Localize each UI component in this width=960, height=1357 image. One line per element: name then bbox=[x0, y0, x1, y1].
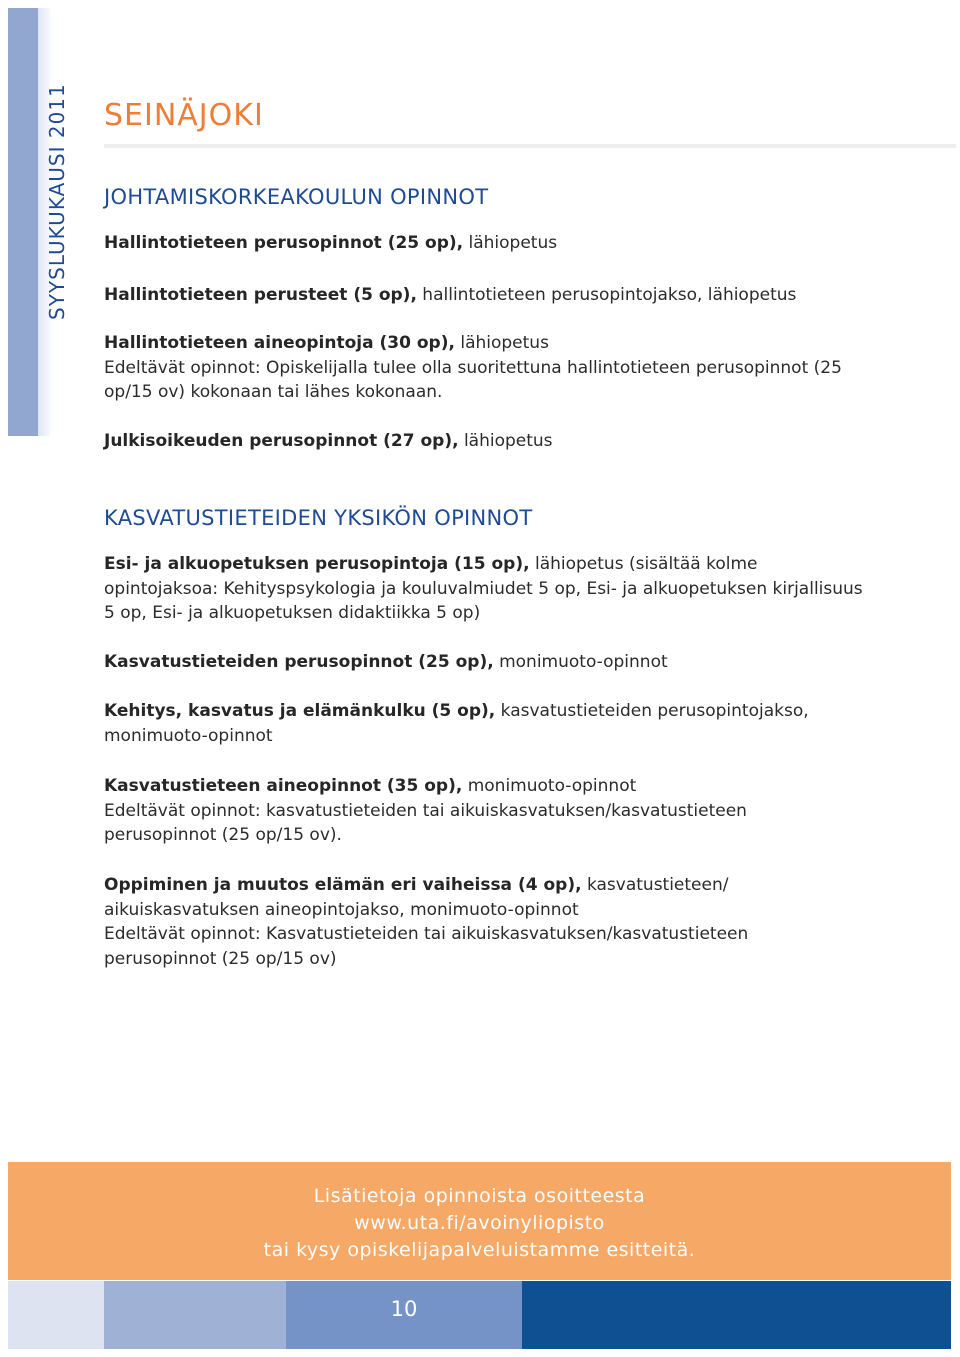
course-details: lähiopetus bbox=[454, 333, 549, 353]
course-prerequisites: Edeltävät opinnot: kasvatustieteiden tai aikuiskasvatuksen/kasvatustieteen perusopinnot (25 op/15 ov). bbox=[104, 800, 747, 845]
course-details: hallintotieteen perusopintojakso, lähiopetus bbox=[416, 285, 797, 305]
course-entry bbox=[104, 283, 864, 308]
course-title: Kasvatustieteen aineopinnot (35 op), bbox=[104, 776, 463, 796]
course-details: kasvatustieteen/ aikuiskasvatuksen aineopintojakso, monimuoto-opinnot bbox=[104, 875, 729, 920]
footer-bar-segment bbox=[522, 1281, 951, 1349]
side-band bbox=[8, 8, 38, 436]
course-title: Julkisoikeuden perusopinnot (27 op), bbox=[104, 431, 459, 451]
course-details: lähiopetus bbox=[458, 431, 553, 451]
footer-bar-segment bbox=[8, 1281, 104, 1349]
course-title: Oppiminen ja muutos elämän eri vaiheissa (4 op), bbox=[104, 875, 582, 895]
course-entry bbox=[104, 552, 864, 626]
section-heading-johtamiskorkeakoulu: JOHTAMISKORKEAKOULUN OPINNOT bbox=[104, 185, 489, 209]
page-title: SEINÄJOKI bbox=[104, 98, 264, 133]
course-entry bbox=[104, 231, 864, 256]
course-details: monimuoto-opinnot bbox=[462, 776, 637, 796]
course-entry bbox=[104, 429, 864, 454]
info-line-1: Lisätietoja opinnoista osoitteesta bbox=[313, 1185, 646, 1207]
info-line-3: tai kysy opiskelijapalveluistamme esitteitä. bbox=[263, 1239, 696, 1261]
course-entry bbox=[104, 873, 864, 971]
course-title: Hallintotieteen perusteet (5 op), bbox=[104, 285, 417, 305]
section-heading-kasvatustieteet: KASVATUSTIETEIDEN YKSIKÖN OPINNOT bbox=[104, 506, 533, 530]
course-entry bbox=[104, 699, 864, 748]
course-details: monimuoto-opinnot bbox=[493, 652, 668, 672]
course-title: Kehitys, kasvatus ja elämänkulku (5 op), bbox=[104, 701, 496, 721]
side-label: SYYSLUKUKAUSI 2011 bbox=[45, 83, 69, 320]
course-prerequisites: Edeltävät opinnot: Kasvatustieteiden tai aikuiskasvatuksen/kasvatustieteen perusopinnot (25 op/15 ov) bbox=[104, 924, 749, 969]
course-details: lähiopetus (sisältää kolme opintojaksoa: Kehityspsykologia ja kouluvalmiudet 5 op, Esi- ja alkuopetuksen kirjallisuus 5 op, Esi- ja alkuopetuksen didaktiikka 5 op) bbox=[104, 554, 863, 623]
course-title: Kasvatustieteiden perusopinnot (25 op), bbox=[104, 652, 494, 672]
page-number: 10 bbox=[390, 1297, 418, 1321]
info-link-url[interactable]: www.uta.fi/avoinyliopisto bbox=[354, 1212, 605, 1234]
course-title: Hallintotieteen aineopintoja (30 op), bbox=[104, 333, 455, 353]
course-title: Hallintotieteen perusopinnot (25 op), bbox=[104, 233, 464, 253]
course-entry bbox=[104, 774, 864, 848]
course-title: Esi- ja alkuopetuksen perusopintoja (15 op), bbox=[104, 554, 530, 574]
course-prerequisites: Edeltävät opinnot: Opiskelijalla tulee olla suoritettuna hallintotieteen perusopinnot (25 op/15 ov) kokonaan tai lähes kokonaan. bbox=[104, 357, 842, 402]
course-entry bbox=[104, 650, 864, 675]
course-details: lähiopetus bbox=[463, 233, 558, 253]
footer-bar-segment bbox=[104, 1281, 286, 1349]
title-divider bbox=[104, 144, 956, 148]
course-details: kasvatustieteiden perusopintojakso, monimuoto-opinnot bbox=[104, 701, 809, 746]
course-entry bbox=[104, 331, 864, 405]
